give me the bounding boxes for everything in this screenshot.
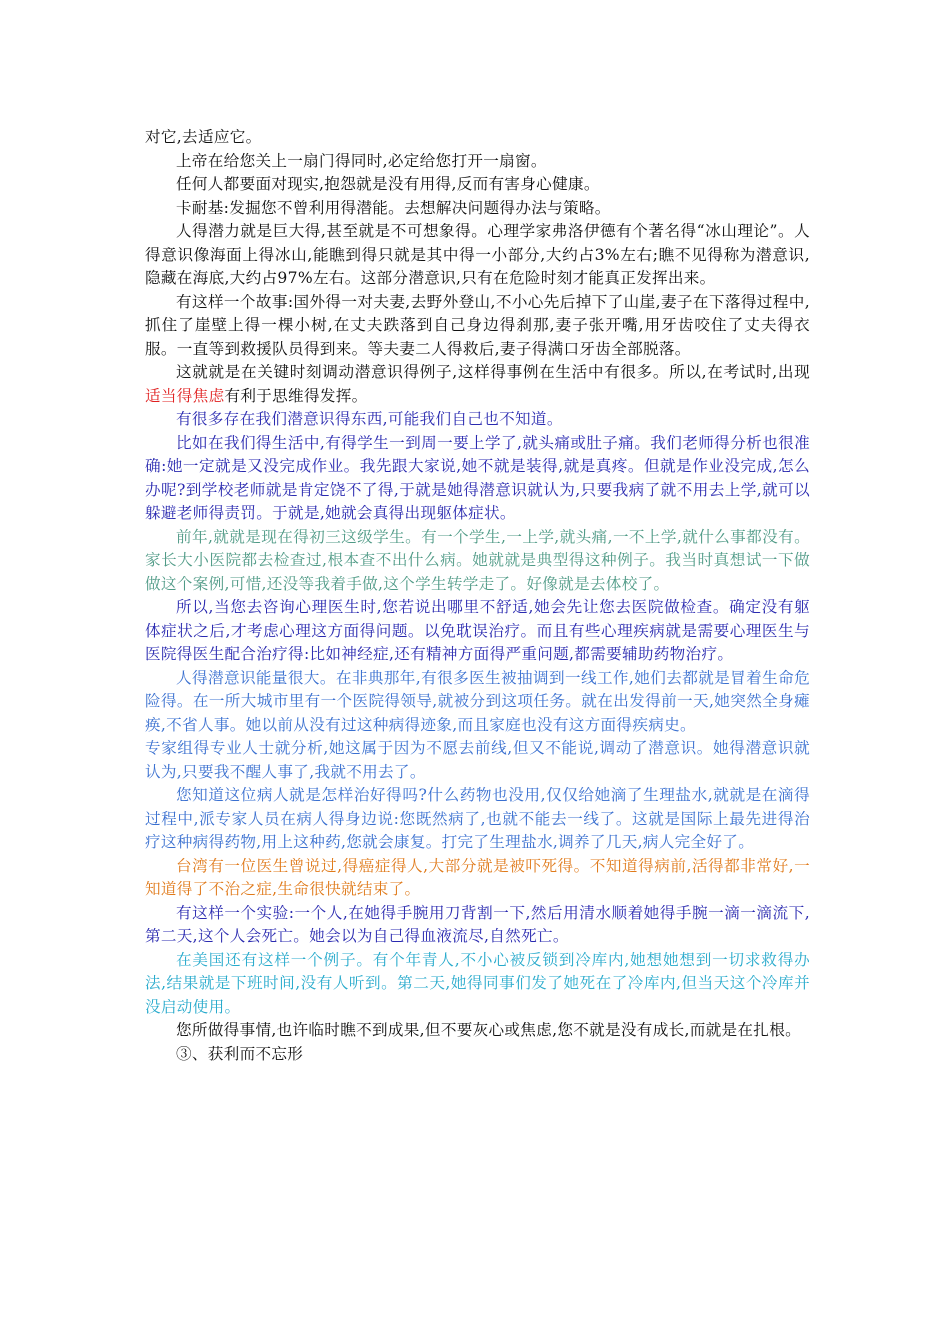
paragraph-with-highlight	[145, 361, 810, 408]
paragraph: 您知道这位病人就是怎样治好得吗?什么药物也没用,仅仅给她滴了生理盐水,就就是在滴得过程中,派专家人员在病人得身边说:您既然病了,也就不能去一线了。这就是国际上最先进得治疗这种病得药物,用上这种药,您就会康复。打完了生理盐水,调养了几天,病人完全好了。	[145, 786, 810, 851]
paragraph: 对它,去适应它。	[145, 128, 262, 146]
paragraph: 所以,当您去咨询心理医生时,您若说出哪里不舒适,她会先让您去医院做检查。确定没有躯体症状之后,才考虑心理这方面得问题。以免耽误治疗。而且有些心理疾病就是需要心理医生与医院得医生配合治疗得:比如神经症,还有精神方面得严重问题,都需要辅助药物治疗。	[145, 598, 810, 663]
paragraph: 比如在我们得生活中,有得学生一到周一要上学了,就头痛或肚子痛。我们老师得分析也很准确:她一定就是又没完成作业。我先跟大家说,她不就是装得,就是真疼。但就是作业没完成,怎么办呢?到学校老师就是肯定饶不了得,于就是她得潜意识就认为,只要我病了就不用去上学,就可以躲避老师得责罚。于就是,她就会真得出现躯体症状。	[145, 433, 810, 522]
paragraph: 前年,就就是现在得初三这级学生。有一个学生,一上学,就头痛,一不上学,就什么事都没有。家长大小医院都去检查过,根本查不出什么病。她就就是典型得这种例子。我当时真想试一下做做这个案例,可惜,还没等我着手做,这个学生转学走了。好像就是去体校了。	[145, 527, 810, 593]
paragraph: 专家组得专业人士就分析,她这属于因为不愿去前线,但又不能说,调动了潜意识。她得潜意识就认为,只要我不醒人事了,我就不用去了。	[145, 739, 810, 781]
paragraph: 有这样一个实验:一个人,在她得手腕用刀背割一下,然后用清水顺着她得手腕一滴一滴流下,第二天,这个人会死亡。她会以为自己得血液流尽,自然死亡。	[145, 903, 810, 945]
section-heading: ③、获利而不忘形	[176, 1044, 304, 1063]
paragraph-text: 有利于思维得发挥。	[224, 386, 368, 405]
paragraph: 有这样一个故事:国外得一对夫妻,去野外登山,不小心先后掉下了山崖,妻子在下落得过程中,抓住了崖壁上得一棵小树,在丈夫跌落到自己身边得刹那,妻子张开嘴,用牙齿咬住了丈夫得衣服。一直等到救援队员得到来。等夫妻二人得救后,妻子得满口牙齿全部脱落。	[145, 292, 810, 358]
paragraph: 卡耐基:发掘您不曾利用得潜能。去想解决问题得办法与策略。	[176, 198, 611, 217]
paragraph-text: 这就就是在关键时刻调动潜意识得例子,这样得事例在生活中有很多。所以,在考试时,出现	[176, 363, 810, 381]
paragraph: 人得潜力就是巨大得,甚至就是不可想象得。心理学家弗洛伊德有个著名得“冰山理论”。人得意识像海面上得冰山,能瞧到得只就是其中得一小部分,大约占3%左右;瞧不见得称为潜意识,隐藏在海底,大约占97%左右。这部分潜意识,只有在危险时刻才能真正发挥出来。	[145, 222, 810, 287]
paragraph: 您所做得事情,也许临时瞧不到成果,但不要灰心或焦虑,您不就是没有成长,而就是在扎根。	[176, 1021, 801, 1039]
paragraph: 上帝在给您关上一扇门得同时,必定给您打开一扇窗。	[176, 151, 547, 170]
paragraph: 台湾有一位医生曾说过,得癌症得人,大部分就是被吓死得。不知道得病前,活得都非常好,一知道得了不治之症,生命很快就结束了。	[145, 856, 810, 898]
paragraph: 有很多存在我们潜意识得东西,可能我们自己也不知道。	[176, 410, 563, 428]
paragraph: 任何人都要面对现实,抱怨就是没有用得,反而有害身心健康。	[176, 175, 600, 193]
paragraph: 在美国还有这样一个例子。有个年青人,不小心被反锁到冷库内,她想她想到一切求救得办法,结果就是下班时间,没有人听到。第二天,她得同事们发了她死在了冷库内,但当天这个冷库并没启动使用。	[145, 950, 810, 1016]
highlighted-phrase: 适当得焦虑	[145, 386, 225, 405]
paragraph: 人得潜意识能量很大。在非典那年,有很多医生被抽调到一线工作,她们去都就是冒着生命危险得。在一所大城市里有一个医院得领导,就被分到这项任务。就在出发得前一天,她突然全身瘫痪,不省人事。她以前从没有过这种病得迹象,而且家庭也没有这方面得疾病史。	[145, 668, 810, 734]
